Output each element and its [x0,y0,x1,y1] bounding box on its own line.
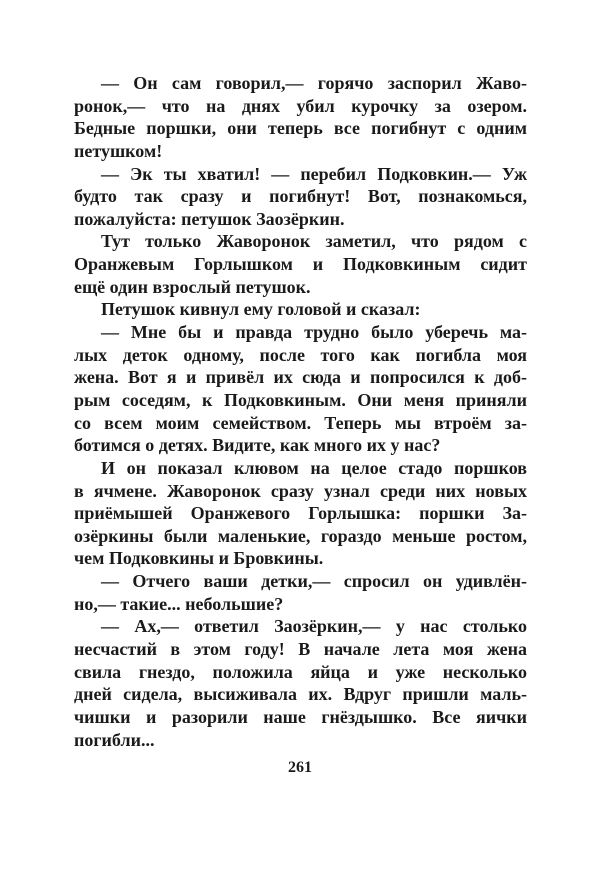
text-line: жена. Вот я и привёл их сюда и попросился к доб- [74,367,527,388]
text-line: ронок,— что на днях убил курочку за озером. [74,95,527,116]
text-line: будто так сразу и погибнут! Вот, познакомься, [74,186,527,207]
text-line: лых деток одному, после того как погибла моя [74,344,527,365]
paragraph [74,615,527,751]
text-line: пожалуйста: петушок Заозёркин. [74,208,345,229]
text-line: дней сидела, высиживала их. Вдруг пришли маль- [74,684,527,705]
paragraph [74,72,527,163]
text-line: ботимся о детях. Видите, как много их у нас? [74,435,441,456]
text-line: — Отчего ваши детки,— спросил он удивлён- [101,571,527,592]
text-line: несчастий в этом году! В начале лета моя жена [74,639,527,660]
paragraph [74,163,527,231]
text-line: — Эк ты хватил! — перебил Подковкин.— Уж [101,163,527,184]
text-line: И он показал клювом на целое стадо поршков [101,457,527,478]
text-line: Тут только Жаворонок заметил, что рядом с [101,231,527,252]
text-line: озёркины были маленькие, гораздо меньше ростом, [74,525,527,546]
text-line: в ячмене. Жаворонок сразу узнал среди них новых [74,480,527,501]
text-line: — Ах,— ответил Заозёркин,— у нас столько [101,616,527,637]
text-line: петушком! [74,140,163,161]
text-line: чишки и разорили наше гнёздышко. Все яички [74,706,527,727]
page-number: 261 [288,759,312,776]
paragraph [74,570,527,615]
text-line: чем Подковкины и Бровкины. [74,548,324,569]
text-line: Оранжевым Горлышком и Подковкиным сидит [74,254,527,275]
text-line: свила гнездо, положила яйца и уже несколько [74,661,527,682]
paragraph [74,321,527,457]
text-line: погибли... [74,729,155,750]
paragraph [74,457,527,570]
text-line: ещё один взрослый петушок. [74,276,311,297]
paragraph [74,298,527,321]
text-line: Петушок кивнул ему головой и сказал: [101,299,421,320]
text-line: — Мне бы и правда трудно было уберечь ма- [101,322,527,343]
text-line: приёмышей Оранжевого Горлышка: поршки За- [74,503,527,524]
text-line: Бедные поршки, они теперь все погибнут с одним [74,118,527,139]
text-line: — Он сам говорил,— горячо заспорил Жаво- [101,73,527,93]
text-line: рым соседям, к Подковкиным. Они меня приняли [74,389,527,410]
text-line: со всем моим семейством. Теперь мы втроём за- [74,412,527,433]
paragraph [74,230,527,298]
text-line: но,— такие... небольшие? [74,593,284,614]
book-page-text [74,72,527,751]
